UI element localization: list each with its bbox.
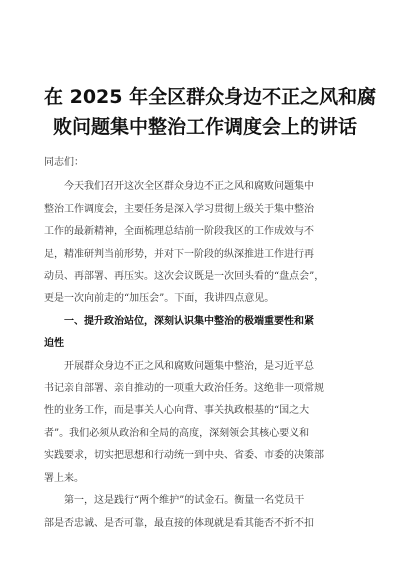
paragraph-line: 动员、再部署、再压实。这次会议既是一次回头看的“盘点会”， [44,271,325,283]
paragraph-line: 署上来。 [44,472,84,484]
section-heading-1 [44,311,369,356]
paragraph-line: 性的业务工作，而是事关人心向背、事关执政根基的“国之大 [44,405,310,417]
document-body [44,152,369,535]
salutation: 同志们： [44,157,84,168]
paragraph-section-1 [44,356,369,490]
paragraph-line: 者”。我们必须从政治和全局的高度，深刻领会其核心要义和 [44,427,310,439]
paragraph-line: 工作的最新精神，全面梳理总结前一阶段我区的工作成效与不 [44,226,314,238]
paragraph-line: 开展群众身边不正之风和腐败问题集中整治，是习近平总 [64,360,314,372]
paragraph-point-1 [44,490,369,535]
paragraph-line: 更是一次向前走的“加压会”。下面，我讲四点意见。 [44,293,275,305]
paragraph-line: 今天我们召开这次全区群众身边不正之风和腐败问题集中 [64,181,314,193]
paragraph-line: 书记亲自部署、亲自推动的一项重大政治任务。这绝非一项常规 [44,383,324,395]
paragraph-line: 实践要求，切实把思想和行动统一到中央、省委、市委的决策部 [44,450,324,462]
heading-line: 迫性 [44,338,64,350]
document-title [44,82,377,142]
title-line-1: 在 2025 年全区群众身边不正之风和腐 [44,86,377,108]
heading-line: 一、提升政治站位，深刻认识集中整治的极端重要性和紧 [64,315,314,327]
paragraph-line: 整治工作调度会，主要任务是深入学习贯彻上级关于集中整治 [44,203,314,215]
paragraph-line: 足，精准研判当前形势，并对下一阶段的纵深推进工作进行再 [44,248,314,260]
paragraph-line: 第一，这是践行“两个维护”的试金石。衡量一名党员干 [64,495,305,507]
title-line-2: 败问题集中整治工作调度会上的讲话 [52,116,357,138]
paragraph-line: 部是否忠诚、是否可靠，最直接的体现就是看其能否不折不扣 [44,517,314,529]
paragraph-intro [44,176,369,310]
